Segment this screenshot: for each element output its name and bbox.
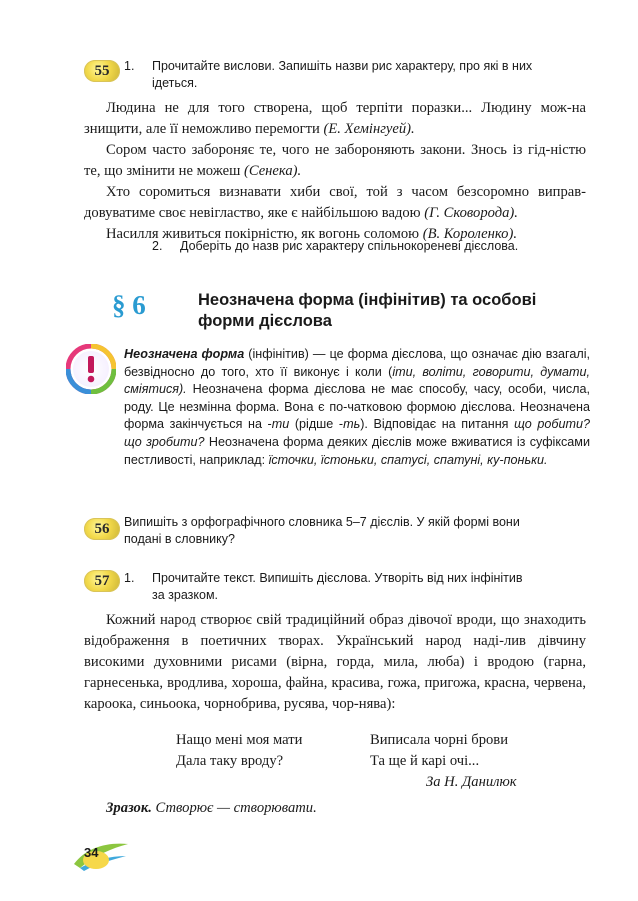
attention-icon	[66, 344, 116, 394]
task-57-text: Кожний народ створює свій традиційний образ дівочої вроди, що знаходить відображення в поетичних творах. Український народ наді-лив дівчину високими духовними рисами (вірна, горда, мила, люба) і вродою (гарна, гарнесенька, вродлива, хороша, файна, красива, гожа, пригожа, красна, червена, кароока, синьоока, чорнобрива, русява, чор-нява):	[84, 612, 586, 712]
quote: Хто соромиться визнавати хиби свої, той з часом безсоромно виправ-довуватиме своє невігластво, яке є найбільшою вадою (Г. Сковорода).	[84, 184, 586, 221]
task-55-item-2	[152, 238, 518, 255]
quote: Сором часто забороняє те, чого не забороняють закони. Знось із гід-ністю те, що змінити не можеш (Сенека).	[84, 142, 586, 179]
rule-text: Неозначена форма (інфінітив) — це форма дієслова, що означає дію взагалі, безвідносно до того, хто її виконує і коли (іти, воліти, говорити, думати, сміятися). Неозначена форма дієслова не має способу, часу, особи, числа, роду. Це незмінна форма. Вона є по-чатковою формою дієслова. Неозначена форма закінчується на -ти (рідше -ть). Відповідає на питання що робити? що зробити? Неозначена форма деяких дієслів може вживатися із суфіксами пестливості, наприклад: їсточки, їстоньки, спатусі, спатуні, ку-поньки.	[124, 347, 591, 467]
task-55-instruction	[124, 58, 532, 92]
quote: Людина не для того створена, щоб терпіти поразки... Людину мож-на знищити, але її неможливо перемогти (Е. Хемінгуей).	[84, 100, 586, 137]
section-number: § 6	[112, 290, 146, 320]
instruction-text: ідеться.	[152, 76, 198, 90]
item-number: 1.	[124, 59, 135, 73]
quote-author: (Сенека).	[244, 163, 302, 179]
rule-examples: їсточки, їстоньки, спатусі, спатуні, ку-поньки.	[268, 452, 548, 467]
quote-author: (В. Короленко).	[422, 226, 517, 242]
quotes-block	[84, 98, 586, 245]
item-number: 2.	[152, 239, 163, 253]
rule-examples: іти, воліти, говорити, думати, сміятися).	[124, 364, 590, 397]
page-number: 34	[84, 845, 99, 860]
instruction-text: Прочитайте вислови. Запишіть назви рис характеру, про які в них	[152, 59, 533, 73]
rule-questions: що робити? що зробити?	[124, 417, 590, 449]
item-number: 1.	[124, 571, 135, 585]
task-number-badge: 55	[84, 60, 120, 82]
task-number-badge: 57	[84, 570, 120, 592]
task-56-instruction: Випишіть з орфографічного словника 5–7 дієслів. У якій формі вони подані в словнику?	[124, 515, 520, 546]
poem-column-right: Виписала чорні брови Та ще й карі очі...	[370, 732, 508, 769]
rule-ending: ти	[271, 417, 290, 432]
poem-author: За Н. Данилюк	[426, 774, 517, 790]
sample-line: Зразок. Створює — створювати.	[106, 800, 317, 816]
quote-author: (Е. Хемінгуей).	[323, 121, 415, 137]
task-57-instruction: 1. Прочитайте текст. Випишіть дієслова. Утворіть від них інфінітив за зразком.	[124, 571, 523, 602]
poem-column-left: Нащо мені моя мати Дала таку вроду?	[176, 732, 303, 769]
section-title: Неозначена форма (інфінітив) та особові форми дієслова	[198, 291, 537, 330]
quote: Насилля живиться покірністю, як вогонь соломою (В. Короленко).	[106, 226, 517, 242]
task-number-badge: 56	[84, 518, 120, 540]
rule-ending: ть	[343, 417, 361, 432]
instruction-text: Доберіть до назв рис характеру спільнокореневі дієслова.	[180, 239, 519, 253]
rule-term: Неозначена форма	[124, 347, 245, 361]
quote-author: (Г. Сковорода).	[424, 205, 518, 221]
sample-label: Зразок.	[106, 800, 152, 816]
